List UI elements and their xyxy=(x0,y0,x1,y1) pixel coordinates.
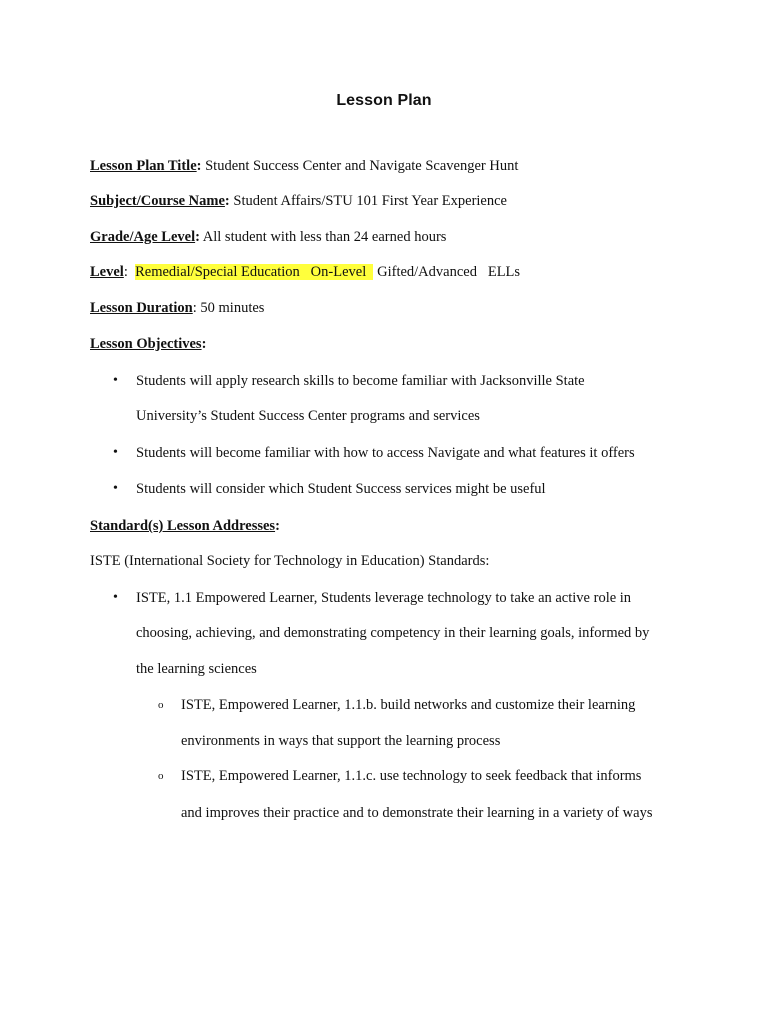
sub-list-item-text: ISTE, Empowered Learner, 1.1.b. build networks and customize their learning xyxy=(181,697,636,713)
field-colon: : xyxy=(195,229,200,245)
standards-intro: ISTE (International Society for Technology in Education) Standards: xyxy=(90,553,490,569)
level-highlighted-options: Remedial/Special Education On-Level xyxy=(135,264,374,280)
bullet-dot-icon: • xyxy=(113,481,118,496)
section-colon: : xyxy=(201,336,207,352)
field-label: Level xyxy=(90,264,124,280)
bullet-circle-icon: o xyxy=(158,699,164,711)
list-item-text-continued: the learning sciences xyxy=(136,661,257,677)
objectives-heading xyxy=(90,335,206,353)
bullet-circle-icon: o xyxy=(158,770,164,782)
list-item-text: Students will apply research skills to become familiar with Jacksonville State xyxy=(136,373,585,389)
field-colon: : xyxy=(224,193,230,209)
field-colon: : xyxy=(123,264,128,280)
page-title: Lesson Plan xyxy=(336,92,432,109)
bullet-dot-icon: • xyxy=(113,445,118,460)
field-colon: : xyxy=(192,300,197,316)
section-heading: Lesson Objectives xyxy=(90,336,202,352)
list-item-text-continued: choosing, achieving, and demonstrating competency in their learning goals, informed by xyxy=(136,625,650,641)
field-level xyxy=(90,263,520,281)
list-item-text: Students will consider which Student Success services might be useful xyxy=(136,481,546,497)
standards-heading xyxy=(90,517,280,535)
list-item-text-continued: University’s Student Success Center programs and services xyxy=(136,408,480,424)
field-duration xyxy=(90,299,264,317)
section-heading: Standard(s) Lesson Addresses xyxy=(90,518,276,534)
field-label: Grade/Age Level xyxy=(90,229,196,245)
field-label: Lesson Plan Title xyxy=(90,158,197,174)
bullet-dot-icon: • xyxy=(113,590,118,605)
level-other-options: Gifted/Advanced ELLs xyxy=(373,264,521,280)
field-lesson-plan-title xyxy=(90,157,518,175)
sub-list-item-text-continued: and improves their practice and to demonstrate their learning in a variety of ways xyxy=(181,805,653,821)
field-colon: : xyxy=(196,158,202,174)
list-item-text: Students will become familiar with how to access Navigate and what features it offers xyxy=(136,445,635,461)
field-label: Subject/Course Name xyxy=(90,193,225,209)
section-colon: : xyxy=(275,518,280,534)
field-value: Student Affairs/STU 101 First Year Experience xyxy=(229,193,507,209)
field-subject-course xyxy=(90,192,507,210)
field-grade-age xyxy=(90,228,446,246)
field-value: Student Success Center and Navigate Scavenger Hunt xyxy=(201,158,519,174)
field-value: 50 minutes xyxy=(196,300,265,316)
bullet-dot-icon: • xyxy=(113,373,118,388)
field-value: All student with less than 24 earned hours xyxy=(199,229,447,245)
list-item-text: ISTE, 1.1 Empowered Learner, Students leverage technology to take an active role in xyxy=(136,590,632,606)
sub-list-item-text-continued: environments in ways that support the learning process xyxy=(181,733,501,749)
field-label: Lesson Duration xyxy=(90,300,193,316)
sub-list-item-text: ISTE, Empowered Learner, 1.1.c. use technology to seek feedback that informs xyxy=(181,768,642,784)
